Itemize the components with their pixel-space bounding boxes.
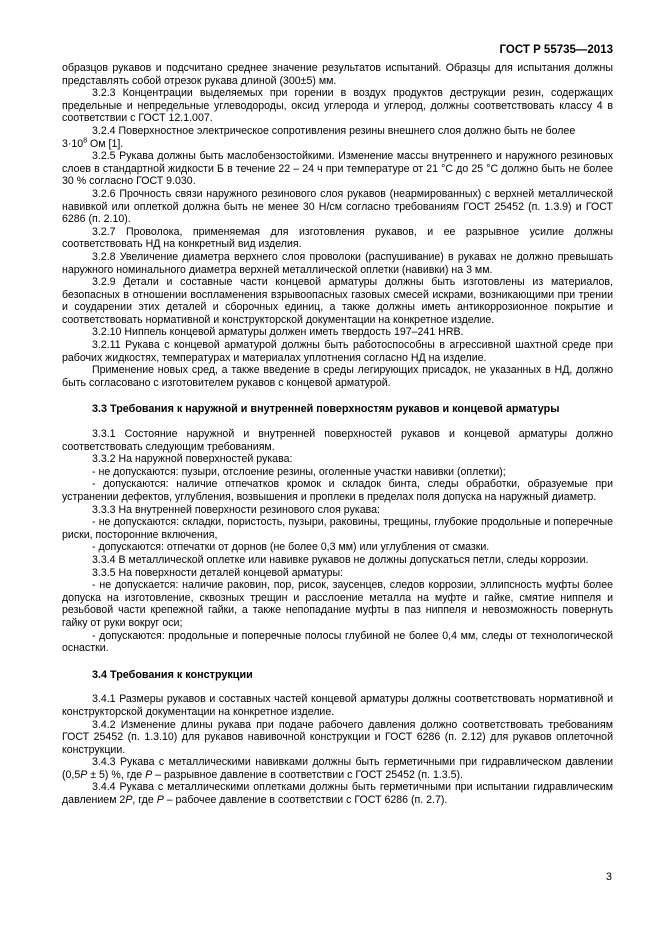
list-item: - допускаются: наличие отпечатков кромок и складок бинта, следы обработки, образуемые при устранении дефектов, углубления, возвышения и проплеки в пределах поля допуска на наружный диаметр. (62, 478, 613, 503)
list-item: 3.3.5 На поверхности деталей концевой арматуры: (92, 566, 344, 579)
document-body (62, 62, 613, 807)
list-item: 3.3.4 В металлической оплетке или навивке рукавов не должны допускаться петли, следы коррозии. (92, 553, 589, 566)
list-item (62, 756, 613, 781)
paragraph: 3.2.7 Проволока, применяемая для изготовления рукавов, и ее разрывное усилие должны соответствовать НД на конкретный вид изделия. (62, 225, 613, 251)
text-fragment: – разрывное давление в соответствии с ГОСТ 25452 (п. 1.3.5). (152, 768, 463, 781)
paragraph: 3.2.10 Ниппель концевой арматуры должен иметь твердость 197–241 HRB. (92, 326, 464, 339)
section-heading: 3.4 Требования к конструкции (92, 668, 253, 681)
list-item: - не допускаются: пузыри, отслоение резины, оголенные участки навивки (оплетки); (92, 465, 506, 478)
variable-p: P (156, 794, 164, 807)
list-item: 3.3.1 Состояние наружной и внутренней поверхностей рукавов и концевой арматуры должно соответствовать следующим требованиям. (62, 428, 613, 453)
paragraph: 3.2.4 Поверхностное электрическое сопротивления резины внешнего слоя должно быть не более (92, 124, 576, 137)
paragraph: 3.2.5 Рукава должны быть маслобензостойкими. Изменение массы внутреннего и наружного резиновых слоев в стандартной жидкости Б в течение 22 – 24 ч при температуре от 21 °С до 25 °С должно быть не более 30 % согласно ГОСТ 9.030. (62, 150, 613, 188)
resistance-base: 3·10 (62, 137, 84, 150)
list-item: 3.4.2 Изменение длины рукава при подаче рабочего давления должно соответствовать требованиям ГОСТ 25452 (п. 1.3.10) для рукавов навивочной конструкции и ГОСТ 6286 (п. 2.12) для рукавов оплеточной конструкции. (62, 718, 613, 756)
paragraph: 3.2.9 Детали и составные части концевой арматуры должны быть изготовлены из материалов, безопасных в отношении воспламенения взрывоопасных газовых смесей искрами, возникающими при трении и соударении этих деталей и сборочных единиц, а также должны иметь антикоррозионное покрытие и соответствовать нормативной и конструкторской документации на конкретное изделие. (62, 276, 613, 326)
resistance-value-line (62, 138, 613, 151)
variable-p: P (125, 794, 133, 807)
paragraph: 3.2.11 Рукава с концевой арматурой должны быть работоспособны в агрессивной шахтной среде при рабочих жидкостях, температурах и материалах уплотнения согласно НД на изделие. (62, 339, 613, 364)
variable-p: P (80, 768, 88, 781)
variable-p: P (145, 768, 153, 781)
paragraph: 3.2.3 Концентрации выделяемых при горении в воздух продуктов деструкции резин, содержащих предельные и непредельные углеводороды, оксид углерода и углерод, должны соответствовать классу 4 в соответствии с ГОСТ 12.1.007. (62, 87, 613, 125)
list-item: - не допускается: наличие раковин, пор, рисок, заусенцев, следов коррозии, эллипсность муфты более допуска на изготовление, сквозных трещин и расслоение металла на муфте и гайке, смятие ниппеля и резьбовой части крепежной гайки, а также непопадание муфты в паз ниппеля и невозможность повернуть гайку от руки вокруг оси; (62, 579, 613, 629)
list-item (62, 781, 613, 806)
paragraph: 3.2.6 Прочность связи наружного резинового слоя рукавов (неармированных) с верхней металлической навивкой или оплеткой должна быть не менее 30 Н/см согласно требованиям ГОСТ 25452 (п. 1.3.9) и ГОСТ 6286 (п. 2.10). (62, 187, 613, 226)
text-fragment: – рабочее давление в соответствии с ГОСТ 6286 (п. 2.7). (163, 794, 448, 807)
document-code-header: ГОСТ Р 55735—2013 (499, 44, 613, 56)
list-item: 3.3.3 На внутренней поверхности резинового слоя рукава: (92, 503, 380, 516)
list-item: - допускаются: продольные и поперечные полосы глубиной не более 0,4 мм, следы от технологической оснастки. (62, 629, 613, 655)
paragraph: 3.2.8 Увеличение диаметра верхнего слоя проволоки (распушивание) в рукавах не должно превышать наружного номинального диаметра верхней металлической оплетки (навивки) на 3 мм. (62, 250, 613, 276)
text-fragment: 3.4.4 Рукава с металлическими оплетками должны быть герметичными при испытании гидравлическим давлением 2 (62, 781, 613, 807)
paragraph: образцов рукавов и подсчитано среднее значение результатов испытаний. Образцы для испытания должны представлять собой отрезок рукава длиной (300±5) мм. (62, 62, 613, 87)
resistance-exponent: 8 (83, 137, 88, 145)
list-item: - допускаются: отпечатки от дорнов (не более 0,3 мм) или углубления от смазки. (92, 541, 490, 554)
resistance-rest: Ом [1]. (87, 137, 124, 150)
list-item: 3.3.2 На наружной поверхностей рукава: (92, 453, 293, 466)
text-fragment: 3.4.3 Рукава с металлическими навивками должны быть герметичными при гидравлическом давлении (0,5 (62, 756, 613, 781)
paragraph: Применение новых сред, а также введение в среды легирующих присадок, не указанных в НД, должно быть согласовано с изготовителем рукавов с концевой арматурой. (62, 364, 613, 389)
text-fragment: ± 5) %, где (87, 768, 146, 781)
list-item: - не допускаются: складки, пористость, пузыри, раковины, трещины, глубокие продольные и поперечные риски, посторонние включения, (62, 516, 613, 541)
list-item: 3.4.1 Размеры рукавов и составных частей концевой арматуры должны соответствовать нормативной и конструкторской документации на конкретное изделие. (62, 693, 613, 718)
page-number: 3 (605, 871, 612, 883)
text-fragment: , где (132, 794, 157, 807)
section-heading: 3.3 Требования к наружной и внутренней поверхностям рукавов и концевой арматуры (92, 403, 560, 416)
